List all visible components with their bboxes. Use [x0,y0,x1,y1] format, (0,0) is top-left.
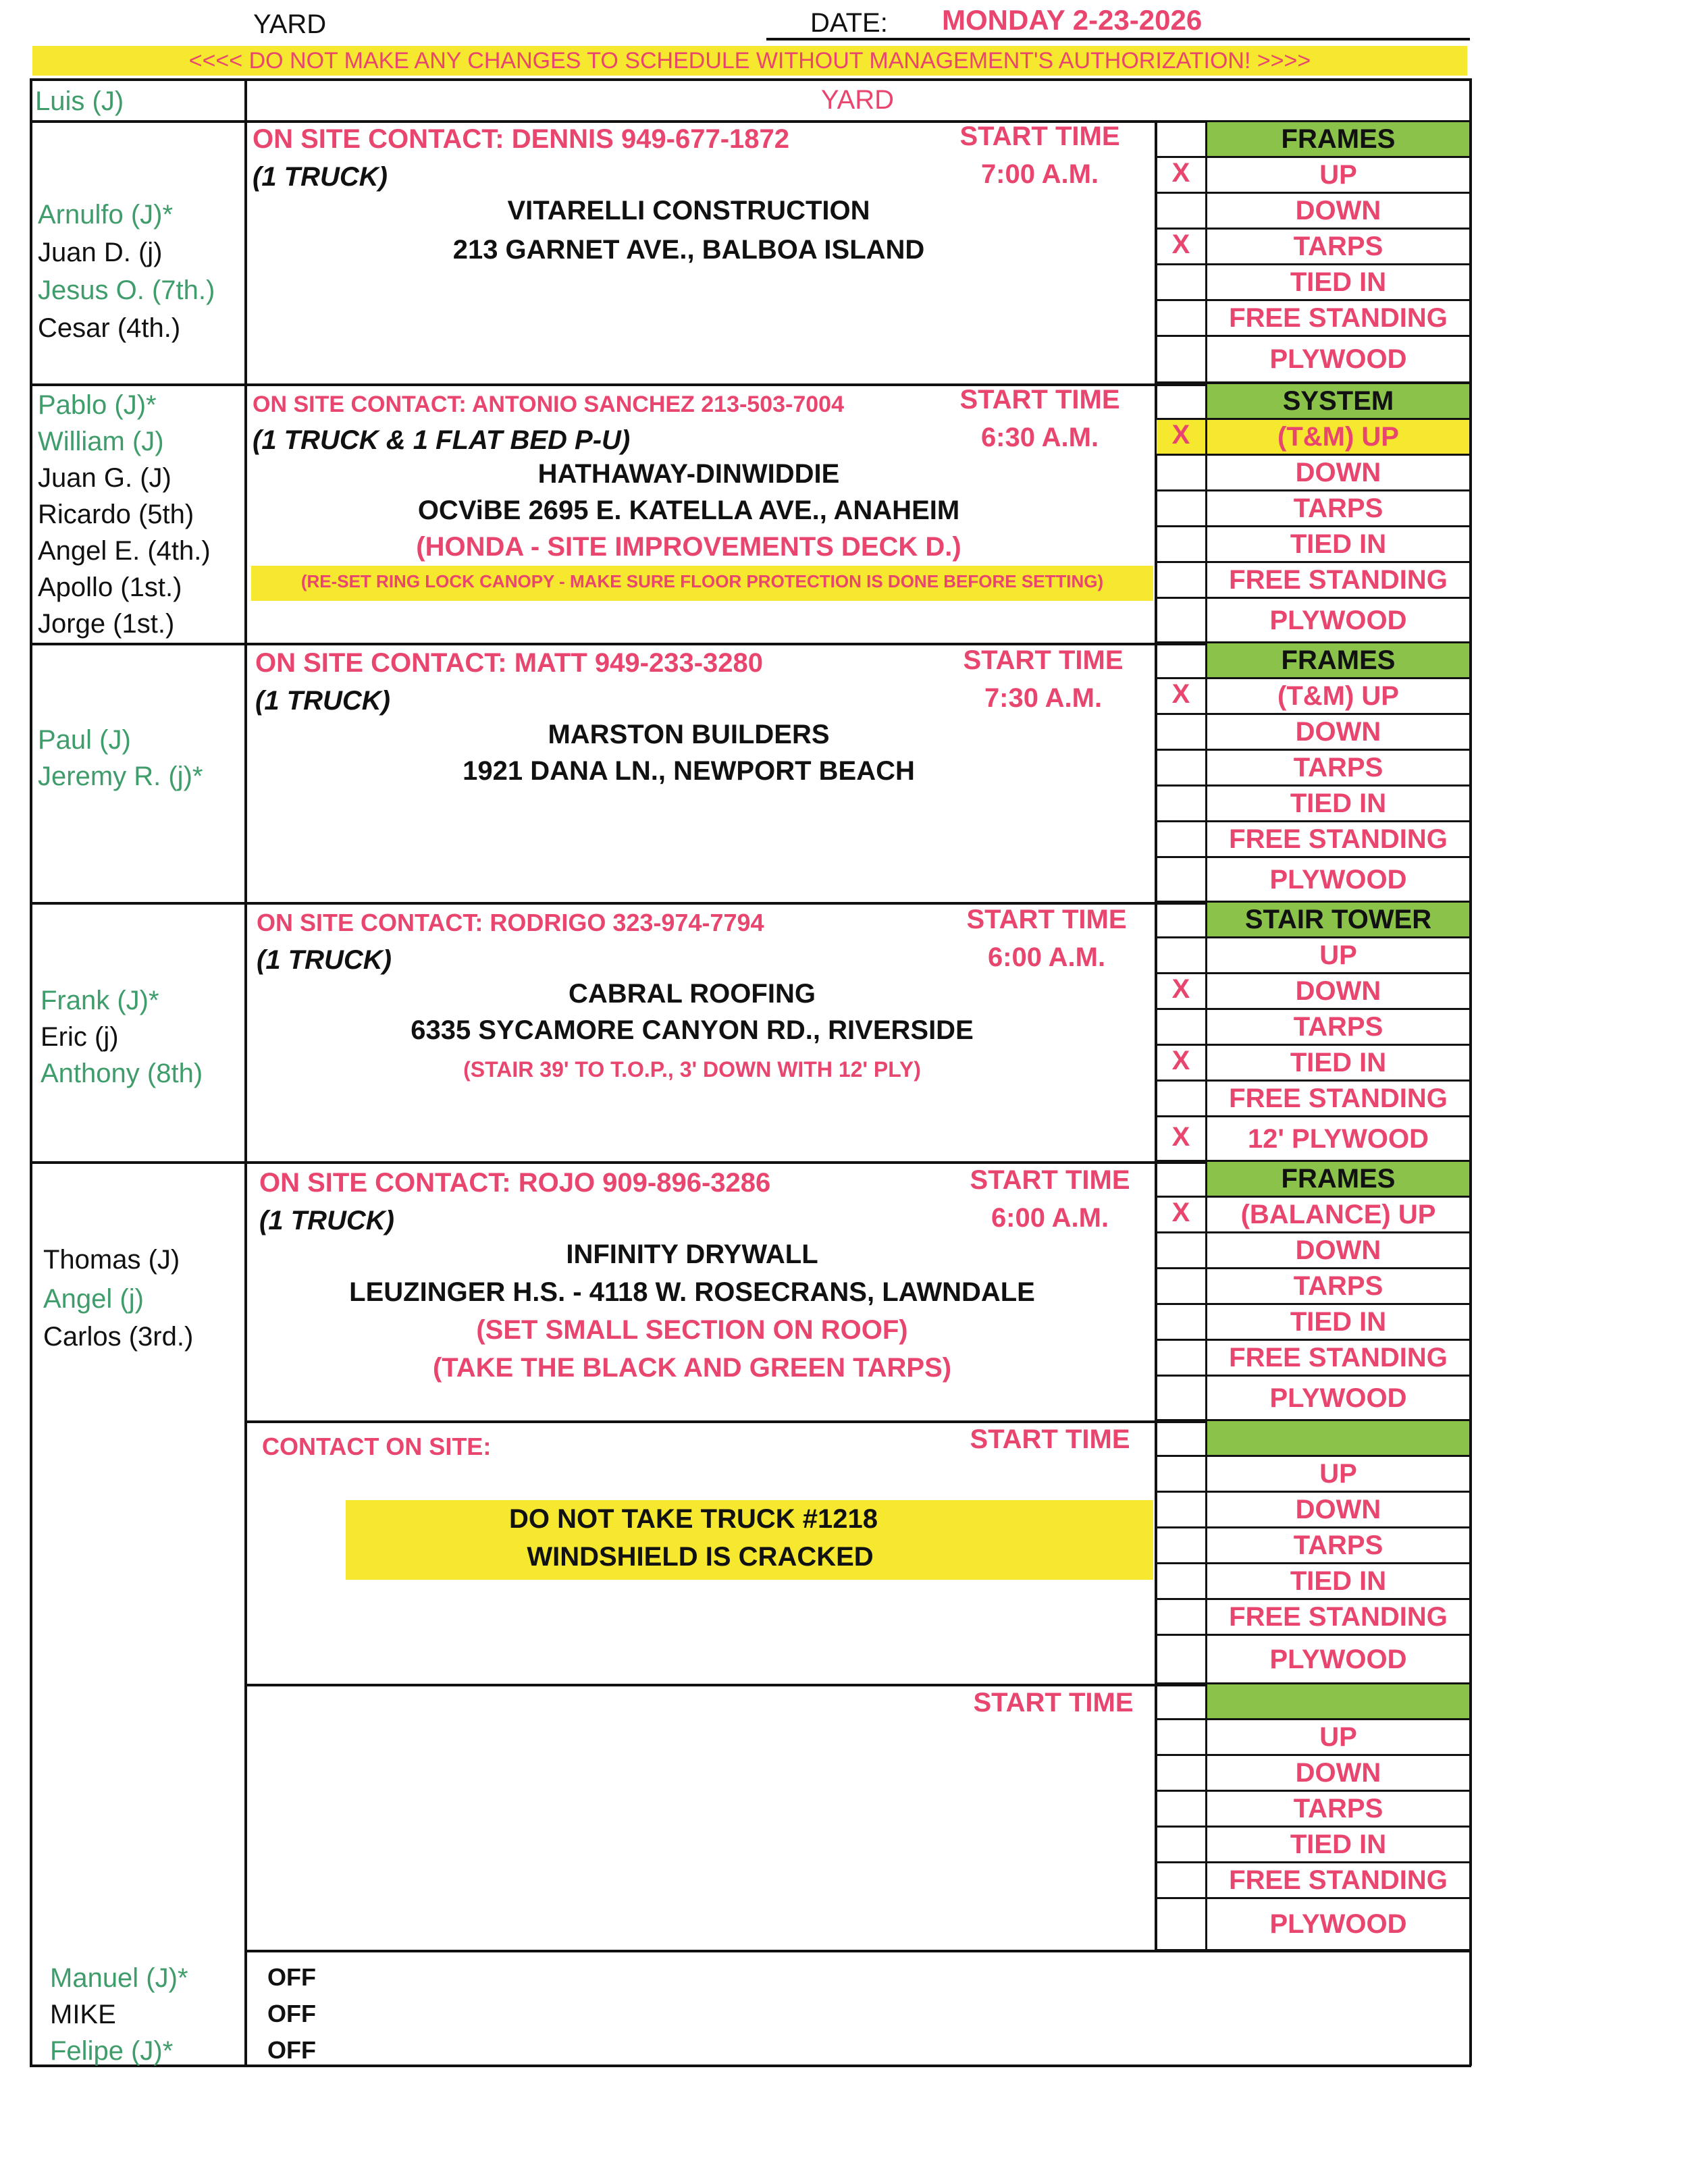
company-name: HATHAWAY-DINWIDDIE [537,459,840,489]
site-contact: ON SITE CONTACT: ANTONIO SANCHEZ 213-503-7004 [253,392,844,417]
status-checkbox[interactable] [1155,1375,1207,1422]
status-checkbox[interactable] [1155,1598,1207,1636]
crew-member: Frank (J)* [41,986,159,1015]
crew-member: Jeremy R. (j)* [38,762,203,791]
status-checkbox[interactable] [1155,561,1207,599]
crew-member: Juan D. (j) [38,238,163,267]
status-tarps: TARPS [1205,749,1471,787]
status-checkbox[interactable] [1155,1339,1207,1377]
vehicles: (1 TRUCK) [257,945,392,975]
status-tied-in: TIED IN [1205,1303,1471,1341]
status-checkbox[interactable] [1155,1008,1207,1046]
start-time-label: START TIME [970,1424,1130,1454]
status-tarps: TARPS [1205,1267,1471,1305]
equipment-type: FRAMES [1205,641,1471,679]
off-status: OFF [267,2000,316,2027]
status-tied-in: TIED IN [1205,525,1471,563]
off-status: OFF [267,1963,316,1991]
status-checkbox[interactable] [1155,1491,1207,1528]
site-contact: CONTACT ON SITE: [262,1433,492,1460]
status-up: UP [1205,1718,1471,1756]
job-address: 213 GARNET AVE., BALBOA ISLAND [452,235,925,265]
status-down: DOWN [1205,972,1471,1010]
truck-notice-line-1: DO NOT TAKE TRUCK #1218 [508,1504,878,1534]
check-mark: X [1171,1198,1190,1227]
status-checkbox[interactable] [1155,1754,1207,1792]
check-mark: X [1171,1122,1190,1152]
yard-label: YARD [253,9,327,39]
table-bottom-border [30,2065,1471,2067]
status-checkbox[interactable] [1155,1826,1207,1863]
status-free-standing: FREE STANDING [1205,1080,1471,1117]
start-time-label: START TIME [959,122,1120,151]
status-up: UP [1205,1455,1471,1493]
crew-member: Juan G. (J) [38,463,172,493]
status-checkbox[interactable] [1155,192,1207,230]
status-checkbox[interactable] [1155,1267,1207,1305]
crew-member: Angel (j) [43,1284,144,1314]
status-checkbox[interactable] [1155,1231,1207,1269]
status-plywood: PLYWOOD [1205,335,1471,383]
status-free-standing: FREE STANDING [1205,1861,1471,1899]
status-checkbox[interactable] [1155,489,1207,527]
status-tarps: TARPS [1205,228,1471,265]
equipment-type: STAIR TOWER [1205,901,1471,938]
off-status: OFF [267,2036,316,2064]
job-address: 1921 DANA LN., NEWPORT BEACH [463,756,915,786]
warning-banner: <<<< DO NOT MAKE ANY CHANGES TO SCHEDULE WITHOUT MANAGEMENT'S AUTHORIZATION! >>>> [32,46,1467,76]
status-checkbox[interactable] [1155,1682,1207,1720]
status-tarps: TARPS [1205,1008,1471,1046]
status-up: (T&M) UP [1205,677,1471,715]
start-time-label: START TIME [973,1688,1134,1717]
crew-member: MIKE [50,2000,116,2029]
check-mark: X [1171,1046,1190,1075]
start-time: 7:30 A.M. [984,683,1103,713]
job-address: OCViBE 2695 E. KATELLA AVE., ANAHEIM [417,496,960,525]
status-checkbox[interactable] [1155,901,1207,938]
crew-member: Paul (J) [38,725,131,755]
status-up: (T&M) UP [1205,418,1471,456]
equipment-type: FRAMES [1205,1160,1471,1198]
start-time-label: START TIME [959,385,1120,415]
date-label: DATE: [810,8,888,38]
company-name: CABRAL ROOFING [569,979,816,1009]
status-checkbox[interactable] [1155,1861,1207,1899]
status-checkbox[interactable] [1155,713,1207,751]
date-value: MONDAY 2-23-2026 [942,4,1203,36]
status-checkbox[interactable] [1155,1718,1207,1756]
status-tied-in: TIED IN [1205,263,1471,301]
status-checkbox[interactable] [1155,454,1207,491]
status-free-standing: FREE STANDING [1205,820,1471,858]
status-up: (BALANCE) UP [1205,1196,1471,1233]
start-time: 6:00 A.M. [991,1203,1109,1233]
truck-notice-line-2: WINDSHIELD IS CRACKED [527,1542,874,1572]
vehicles: (1 TRUCK & 1 FLAT BED P-U) [253,425,631,455]
crew-divider [244,78,247,2066]
status-down: DOWN [1205,192,1471,230]
status-tarps: TARPS [1205,1526,1471,1564]
start-time-label: START TIME [966,905,1127,934]
status-down: DOWN [1205,713,1471,751]
equipment-type-empty [1205,1682,1471,1720]
crew-member: Apollo (1st.) [38,572,182,602]
status-checkbox[interactable] [1155,784,1207,822]
check-mark: X [1171,230,1190,259]
equipment-type: SYSTEM [1205,382,1471,420]
company-name: VITARELLI CONSTRUCTION [507,196,870,225]
status-free-standing: FREE STANDING [1205,561,1471,599]
status-checkbox[interactable] [1155,1526,1207,1564]
status-checkbox[interactable] [1155,335,1207,383]
status-checkbox[interactable] [1155,856,1207,903]
vehicles: (1 TRUCK) [259,1206,394,1235]
status-checkbox[interactable] [1155,1790,1207,1828]
yard-crew: Luis (J) [35,86,124,116]
crew-member: Carlos (3rd.) [43,1322,194,1352]
company-name: INFINITY DRYWALL [566,1240,818,1269]
status-checkbox[interactable] [1155,1160,1207,1198]
crew-member: Eric (j) [41,1022,119,1052]
status-checkbox[interactable] [1155,1303,1207,1341]
status-checkbox[interactable] [1155,641,1207,679]
status-tied-in: TIED IN [1205,1562,1471,1600]
status-plywood: PLYWOOD [1205,1375,1471,1422]
status-plywood: PLYWOOD [1205,1897,1471,1951]
check-mark: X [1171,420,1190,450]
start-time: 6:30 A.M. [980,423,1099,452]
status-checkbox[interactable] [1155,749,1207,787]
status-checkbox[interactable] [1155,382,1207,420]
site-contact: ON SITE CONTACT: MATT 949-233-3280 [255,648,764,678]
crew-member: Jorge (1st.) [38,609,175,639]
status-checkbox[interactable] [1155,1562,1207,1600]
status-tarps: TARPS [1205,489,1471,527]
check-mark: X [1171,974,1190,1004]
start-time-label: START TIME [970,1165,1130,1195]
crew-member: Arnulfo (J)* [38,200,174,230]
status-checkbox[interactable] [1155,525,1207,563]
job-address: LEUZINGER H.S. - 4118 W. ROSECRANS, LAWNDALE [349,1277,1035,1307]
status-free-standing: FREE STANDING [1205,1339,1471,1377]
status-checkbox[interactable] [1155,936,1207,974]
crew-member: Angel E. (4th.) [38,536,211,566]
check-mark: X [1171,158,1190,188]
job-note-2: (TAKE THE BLACK AND GREEN TARPS) [432,1353,952,1383]
status-checkbox[interactable] [1155,1419,1207,1457]
crew-member: Ricardo (5th) [38,500,194,529]
status-tied-in: TIED IN [1205,1826,1471,1863]
vehicles: (1 TRUCK) [255,686,390,716]
job-note: (SET SMALL SECTION ON ROOF) [476,1315,908,1345]
status-checkbox[interactable] [1155,820,1207,858]
status-down: DOWN [1205,1754,1471,1792]
crew-member: Thomas (J) [43,1245,180,1275]
status-checkbox[interactable] [1155,263,1207,301]
crew-member: Manuel (J)* [50,1963,188,1993]
status-checkbox[interactable] [1155,1080,1207,1117]
status-checkbox[interactable] [1155,1455,1207,1493]
crew-member: Cesar (4th.) [38,313,181,343]
date-underline [766,38,1470,41]
status-checkbox[interactable] [1155,120,1207,158]
company-name: MARSTON BUILDERS [548,720,830,749]
status-tarps: TARPS [1205,1790,1471,1828]
status-tied-in: TIED IN [1205,784,1471,822]
start-time: 7:00 A.M. [980,159,1099,189]
start-time-label: START TIME [963,645,1124,675]
vehicles: (1 TRUCK) [253,162,388,192]
status-down: DOWN [1205,1231,1471,1269]
job-address: 6335 SYCAMORE CANYON RD., RIVERSIDE [411,1015,974,1045]
job-note: (HONDA - SITE IMPROVEMENTS DECK D.) [416,532,961,562]
job-note: (STAIR 39' TO T.O.P., 3' DOWN WITH 12' PLY) [463,1057,921,1082]
status-plywood: PLYWOOD [1205,1634,1471,1685]
yard-title: YARD [820,85,895,115]
crew-member: Jesus O. (7th.) [38,275,215,305]
equipment-type: FRAMES [1205,120,1471,158]
site-contact: ON SITE CONTACT: DENNIS 949-677-1872 [253,124,790,154]
crew-member: Felipe (J)* [50,2036,174,2066]
status-checkbox[interactable] [1155,1897,1207,1951]
crew-member: William (J) [38,427,164,456]
status-free-standing: FREE STANDING [1205,1598,1471,1636]
site-contact: ON SITE CONTACT: ROJO 909-896-3286 [259,1168,771,1198]
status-down: DOWN [1205,1491,1471,1528]
crew-member: Anthony (8th) [41,1059,203,1088]
check-mark: X [1171,679,1190,709]
status-up: UP [1205,936,1471,974]
crew-member: Pablo (J)* [38,390,157,420]
start-time: 6:00 A.M. [987,942,1106,972]
status-plywood: 12' PLYWOOD [1205,1115,1471,1163]
highlight-note: (RE-SET RING LOCK CANOPY - MAKE SURE FLOOR PROTECTION IS DONE BEFORE SETTING) [300,571,1104,591]
site-contact: ON SITE CONTACT: RODRIGO 323-974-7794 [257,909,764,936]
status-checkbox[interactable] [1155,597,1207,644]
status-free-standing: FREE STANDING [1205,299,1471,337]
status-checkbox[interactable] [1155,1634,1207,1685]
status-up: UP [1205,156,1471,194]
status-plywood: PLYWOOD [1205,856,1471,903]
left-border [30,78,32,2066]
status-tied-in: TIED IN [1205,1044,1471,1082]
status-plywood: PLYWOOD [1205,597,1471,644]
equipment-type-empty [1205,1419,1471,1457]
status-down: DOWN [1205,454,1471,491]
status-checkbox[interactable] [1155,299,1207,337]
